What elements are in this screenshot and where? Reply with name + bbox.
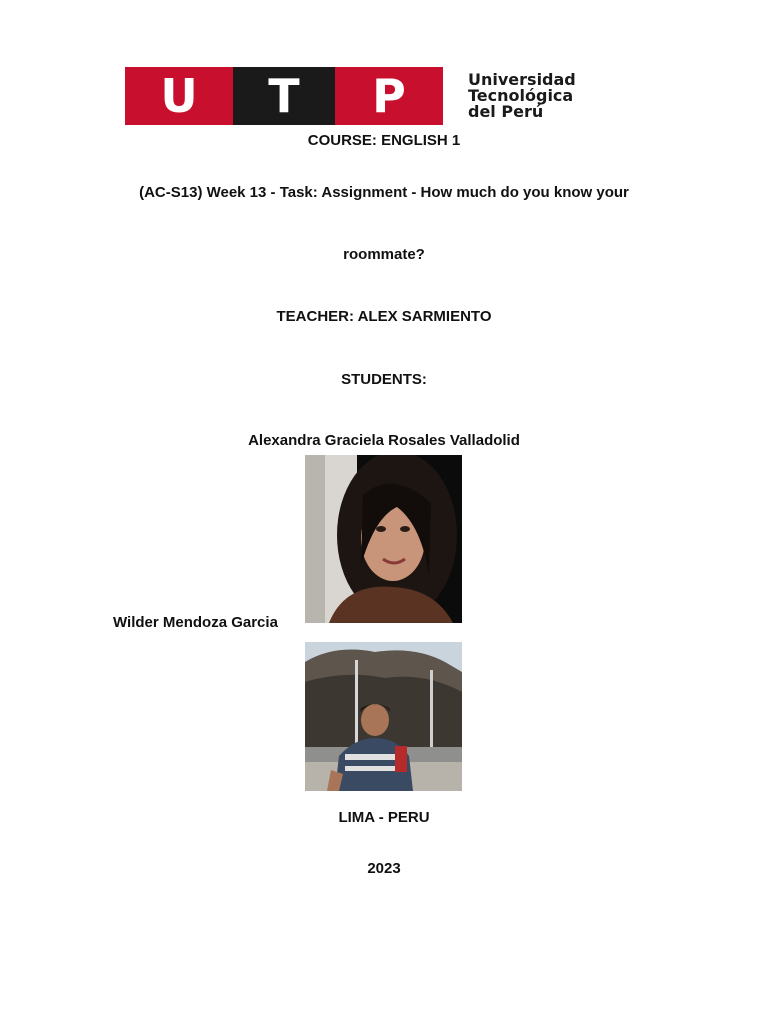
teacher-name: TEACHER: ALEX SARMIENTO — [276, 308, 492, 325]
student-name-1: Alexandra Graciela Rosales Valladolid — [248, 432, 520, 449]
logo-name-line: del Perú — [468, 102, 544, 121]
students-label: STUDENTS: — [341, 371, 427, 388]
student-name-2: Wilder Mendoza Garcia — [113, 614, 278, 631]
task-title-line2: roommate? — [343, 246, 425, 263]
student-photo-1 — [305, 455, 462, 623]
logo-university-name — [468, 72, 576, 120]
logo-letter-t: T — [233, 67, 335, 125]
logo-name-line: Tecnológica — [468, 86, 574, 105]
logo-letter-u: U — [160, 69, 198, 123]
utp-logo — [125, 67, 615, 125]
course-title: COURSE: ENGLISH 1 — [307, 132, 461, 149]
year: 2023 — [367, 860, 401, 877]
student-photo-2 — [305, 642, 462, 791]
task-title-line1: (AC-S13) Week 13 - Task: Assignment - How much do you know your — [139, 184, 629, 201]
logo-name-line: Universidad — [468, 70, 576, 89]
logo-letter-p: P — [372, 69, 406, 123]
location: LIMA - PERU — [338, 809, 430, 826]
